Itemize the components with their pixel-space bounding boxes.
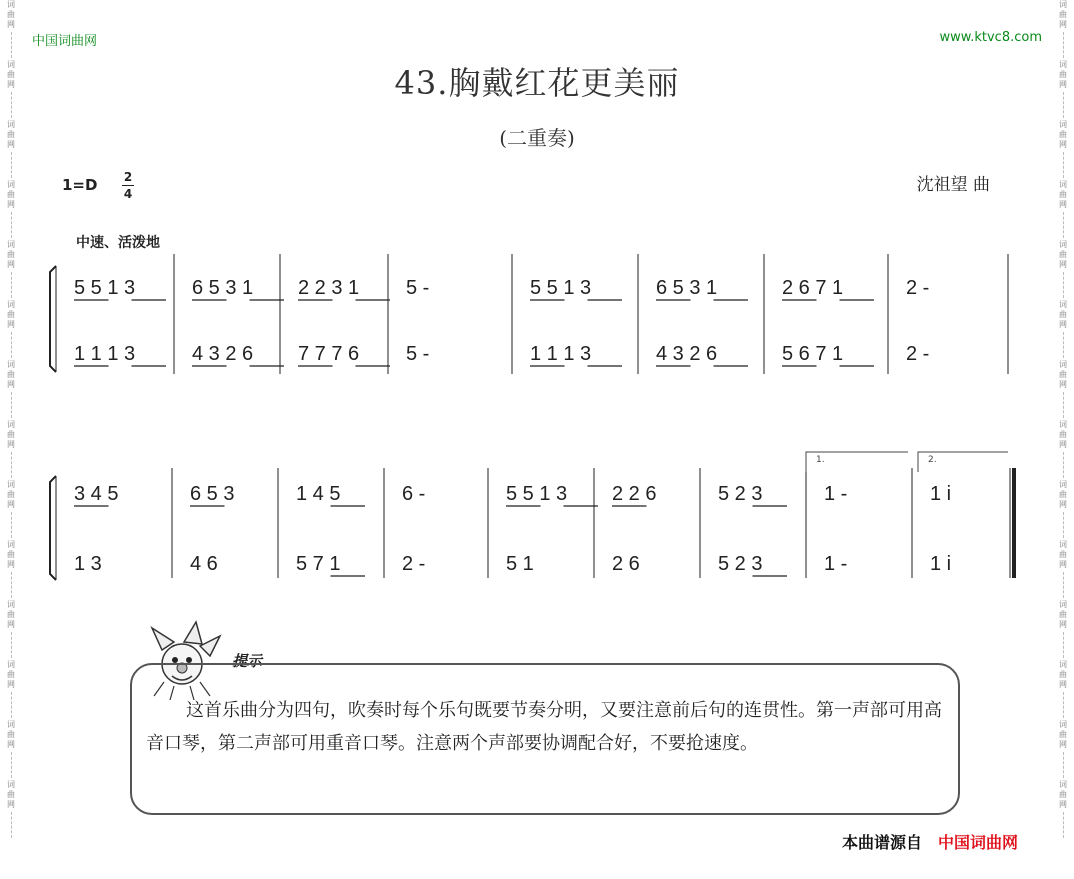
measure-voice1: 6 5 3 [190,483,235,505]
side-watermark-char: 网 [1059,20,1067,29]
side-watermark-char: 词 [1059,360,1067,369]
side-watermark-char: 词 [1059,780,1067,789]
side-watermark-char: 词 [1059,180,1067,189]
site-name-left[interactable]: 中国词曲网 [32,34,98,49]
system-2 [50,476,56,580]
time-bottom: 4 [123,187,133,201]
side-watermark-char: 网 [1059,800,1067,809]
measure-voice2: 1 1 1 3 [530,343,592,365]
measure-voice1: 5 2 3 [718,483,763,505]
measure-voice1: 5 5 1 3 [530,277,592,299]
side-watermark-char: 词 [1059,0,1067,9]
side-watermark-char: 曲 [1059,790,1067,799]
measure-voice1: 6 - [402,483,426,505]
measure-voice2: 4 6 [190,553,218,575]
side-watermark-char: 词 [7,120,15,129]
side-watermark-char: 网 [7,20,15,29]
side-watermark-char: 网 [1059,140,1067,149]
site-url-right[interactable]: www.ktvc8.com [939,30,1042,45]
side-watermark-char: 网 [7,260,15,269]
side-watermark-char: 网 [7,200,15,209]
side-watermark-char: 曲 [7,370,15,379]
side-watermark-char: 网 [7,620,15,629]
side-watermark-dash [1063,812,1064,838]
side-watermark-char: 词 [7,780,15,789]
side-watermark-char: 词 [1059,720,1067,729]
measure-voice1: 1 i [930,483,952,505]
side-watermark-char: 词 [7,360,15,369]
composer-credit: 沈祖望 曲 [916,175,990,195]
side-watermark-char: 词 [7,540,15,549]
side-watermark-char: 词 [1059,240,1067,249]
side-watermark-char: 曲 [1059,250,1067,259]
key-signature: 1=D [62,176,98,194]
side-watermark-char: 曲 [1059,10,1067,19]
source-label: 本曲谱源自 [842,833,923,852]
measure-voice2: 1 1 1 3 [74,343,136,365]
side-watermark-char: 网 [7,140,15,149]
side-watermark-char: 曲 [7,670,15,679]
side-watermark-char: 曲 [1059,130,1067,139]
side-watermark-char: 曲 [1059,310,1067,319]
side-watermark-char: 曲 [7,250,15,259]
side-watermark-char: 曲 [1059,670,1067,679]
side-watermark-char: 网 [7,500,15,509]
measure-voice1: 2 - [906,277,930,299]
measure-voice2: 5 - [406,343,430,365]
song-subtitle: (二重奏) [499,126,575,150]
side-watermark-char: 词 [1059,120,1067,129]
tip-label: 提示 [232,652,263,670]
side-watermark-dash [11,632,12,658]
side-watermark-char: 曲 [1059,430,1067,439]
side-watermark-dash [1063,752,1064,778]
side-watermark-dash [1063,692,1064,718]
side-watermark-char: 曲 [7,310,15,319]
side-watermark-char: 网 [1059,380,1067,389]
side-watermark-char: 曲 [1059,610,1067,619]
measure-voice1: 5 5 1 3 [506,483,568,505]
side-watermark-char: 词 [7,0,15,9]
side-watermark-char: 网 [7,440,15,449]
side-watermark-char: 曲 [7,10,15,19]
side-watermark-char: 网 [7,560,15,569]
side-watermark-char: 网 [7,680,15,689]
side-watermark-char: 词 [7,480,15,489]
side-watermark-char: 网 [7,80,15,89]
measure-voice1: 1 4 5 [296,483,341,505]
side-watermark-dash [11,692,12,718]
system-2-bracket [50,476,56,580]
measure-voice2: 5 6 7 1 [782,343,844,365]
measure-voice1: 5 - [406,277,430,299]
time-top: 2 [123,170,133,184]
side-watermark-dash [11,812,12,838]
side-watermark-char: 词 [1059,600,1067,609]
side-watermark-char: 词 [7,300,15,309]
side-watermark-char: 网 [7,800,15,809]
song-title: 43.胸戴红花更美丽 [394,64,680,102]
side-watermark-char: 曲 [7,70,15,79]
measure-voice2: 7 7 7 6 [298,343,360,365]
measure-voice1: 2 2 6 [612,483,657,505]
side-watermark-char: 曲 [7,610,15,619]
side-watermark-char: 曲 [1059,190,1067,199]
side-watermark-char: 曲 [7,430,15,439]
side-watermark-char: 网 [1059,740,1067,749]
side-watermark-char: 词 [7,420,15,429]
side-watermark-char: 网 [7,320,15,329]
measure-voice1: 2 2 3 1 [298,277,360,299]
side-watermark-char: 曲 [7,130,15,139]
side-watermark-char: 网 [1059,440,1067,449]
measure-voice1: 6 5 3 1 [656,277,718,299]
side-watermark-char: 词 [7,720,15,729]
measure-voice2: 1 3 [74,553,102,575]
side-watermark-char: 词 [7,180,15,189]
side-watermark-char: 曲 [1059,70,1067,79]
measure-voice1: 5 5 1 3 [74,277,136,299]
measure-voice1: 3 4 5 [74,483,119,505]
side-watermark-char: 词 [1059,480,1067,489]
system-2-notes [74,483,951,576]
side-watermark-char: 网 [1059,500,1067,509]
side-watermark-char: 曲 [1059,730,1067,739]
side-watermark-dash [11,752,12,778]
side-watermark-char: 词 [1059,300,1067,309]
measure-voice1: 1 - [824,483,848,505]
measure-voice2: 5 7 1 [296,553,341,575]
source-brand-link[interactable]: 中国词曲网 [938,833,1019,852]
measure-voice2: 2 - [906,343,930,365]
measure-voice2: 5 2 3 [718,553,763,575]
volta-2-label: 2. [928,455,937,465]
side-watermark-char: 网 [7,380,15,389]
side-watermark-char: 网 [7,740,15,749]
measure-voice2: 2 - [402,553,426,575]
system-1 [50,266,56,372]
side-watermark-char: 词 [7,60,15,69]
side-watermark-char: 网 [1059,260,1067,269]
system-1-bracket [50,266,56,372]
measure-voice2: 1 - [824,553,848,575]
tempo-marking: 中速、活泼地 [76,235,160,251]
side-watermark-char: 曲 [1059,550,1067,559]
side-watermark-char: 网 [1059,200,1067,209]
measure-voice2: 5 1 [506,553,534,575]
side-watermark-char: 词 [1059,420,1067,429]
measure-voice2: 4 3 2 6 [192,343,254,365]
side-watermark-char: 曲 [7,490,15,499]
side-watermark-char: 网 [1059,80,1067,89]
side-watermark-char: 曲 [7,730,15,739]
measure-voice2: 2 6 [612,553,640,575]
side-watermark-char: 词 [7,600,15,609]
side-watermark-char: 词 [1059,60,1067,69]
side-watermark-char: 网 [1059,620,1067,629]
side-watermark-char: 曲 [1059,490,1067,499]
side-watermark-char: 网 [1059,320,1067,329]
system-1-notes [74,277,929,366]
measure-voice1: 2 6 7 1 [782,277,844,299]
side-watermark-char: 词 [1059,660,1067,669]
measure-voice1: 6 5 3 1 [192,277,254,299]
side-watermark-char: 曲 [7,550,15,559]
volta-1-label: 1. [816,455,825,465]
side-watermark-char: 曲 [7,790,15,799]
volta-brackets [806,452,1008,472]
side-watermark-char: 曲 [1059,370,1067,379]
side-watermark-dash [1063,632,1064,658]
side-watermark-char: 词 [1059,540,1067,549]
measure-voice2: 4 3 2 6 [656,343,718,365]
side-watermark-char: 词 [7,660,15,669]
tip-text: 这首乐曲分为四句，吹奏时每个乐句既要节奏分明，又要注意前后句的连贯性。第一声部可用高音口琴，第二声部可用重音口琴。注意两个声部要协调配合好，不要抢速度。 [146,700,942,754]
side-watermark-char: 网 [1059,560,1067,569]
footer-source [842,830,1018,853]
side-watermark-char: 曲 [7,190,15,199]
measure-voice2: 1 i [930,553,952,575]
side-watermark-char: 词 [7,240,15,249]
side-watermark-char: 网 [1059,680,1067,689]
